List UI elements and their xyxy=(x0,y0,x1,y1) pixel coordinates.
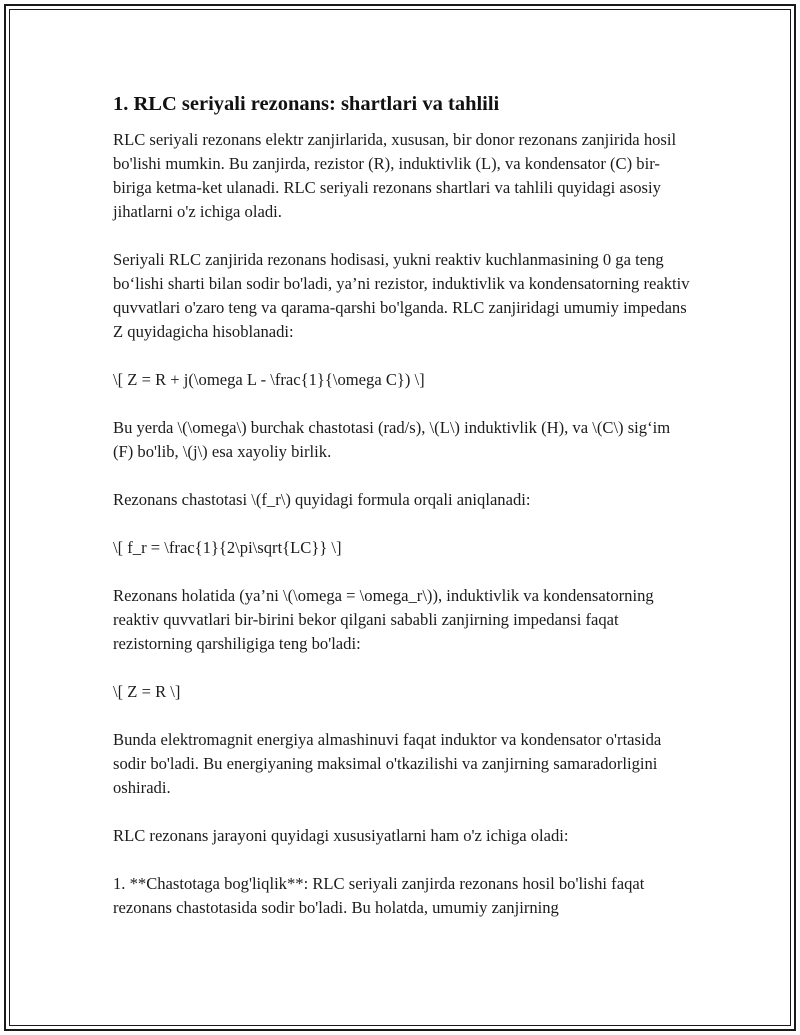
document-title: 1. RLC seriyali rezonans: shartlari va tahlili xyxy=(113,93,500,115)
paragraph-intro: RLC seriyali rezonans elektr zanjirlarida, xususan, bir donor rezonans zanjirida hosil bo'lishi mumkin. Bu zanjirda, rezistor (R), induktivlik (L), va kondensator (C) bir-biriga ketma-ket ulanadi. RLC seriyali rezonans shartlari va tahlili quyidagi asosiy jihatlarni o'z ichiga oladi. xyxy=(113,130,677,221)
paragraph-energy-exchange: Bunda elektromagnit energiya almashinuvi faqat induktor va kondensator o'rtasida sodir bo'ladi. Bu energiyaning maksimal o'tkazilishi va zanjirning samaradorligini oshiradi. xyxy=(113,730,662,797)
formula-impedance: \[ Z = R + j(\omega L - \frac{1}{\omega C}) \] xyxy=(113,370,425,389)
paragraph-symbol-definitions: Bu yerda \(\omega\) burchak chastotasi (rad/s), \(L\) induktivlik (H), va \(C\) sig‘im (F) bo'lib, \(j\) esa xayoliy birlik. xyxy=(113,418,671,461)
paragraph-resonance-condition: Seriyali RLC zanjirida rezonans hodisasi, yukni reaktiv kuchlanmasining 0 ga teng bo‘lishi sharti bilan sodir bo'ladi, ya’ni rezistor, induktivlik va kondensatorning reaktiv quvvatlari o'zaro teng va qarama-qarshi bo'lganda. RLC zanjiridagi umumiy impedans Z quyidagicha hisoblanadi: xyxy=(113,250,690,341)
formula-impedance-at-resonance: \[ Z = R \] xyxy=(113,682,181,701)
paragraph-resonance-state: Rezonans holatida (ya’ni \(\omega = \omega_r\)), induktivlik va kondensatorning reaktiv quvvatlari bir-birini bekor qilgani sababli zanjirning impedansi faqat rezistorning qarshiligiga teng bo'ladi: xyxy=(113,586,654,653)
list-item-frequency-dependence: 1. **Chastotaga bog'liqlik**: RLC seriyali zanjirda rezonans hosil bo'lishi faqat rezonans chastotasida sodir bo'ladi. Bu holatda, umumiy zanjirning xyxy=(113,874,645,917)
document-body xyxy=(113,90,693,944)
formula-resonance-frequency: \[ f_r = \frac{1}{2\pi\sqrt{LC}} \] xyxy=(113,538,342,557)
paragraph-resonance-frequency: Rezonans chastotasi \(f_r\) quyidagi formula orqali aniqlanadi: xyxy=(113,490,531,509)
paragraph-properties-intro: RLC rezonans jarayoni quyidagi xususiyatlarni ham o'z ichiga oladi: xyxy=(113,826,569,845)
